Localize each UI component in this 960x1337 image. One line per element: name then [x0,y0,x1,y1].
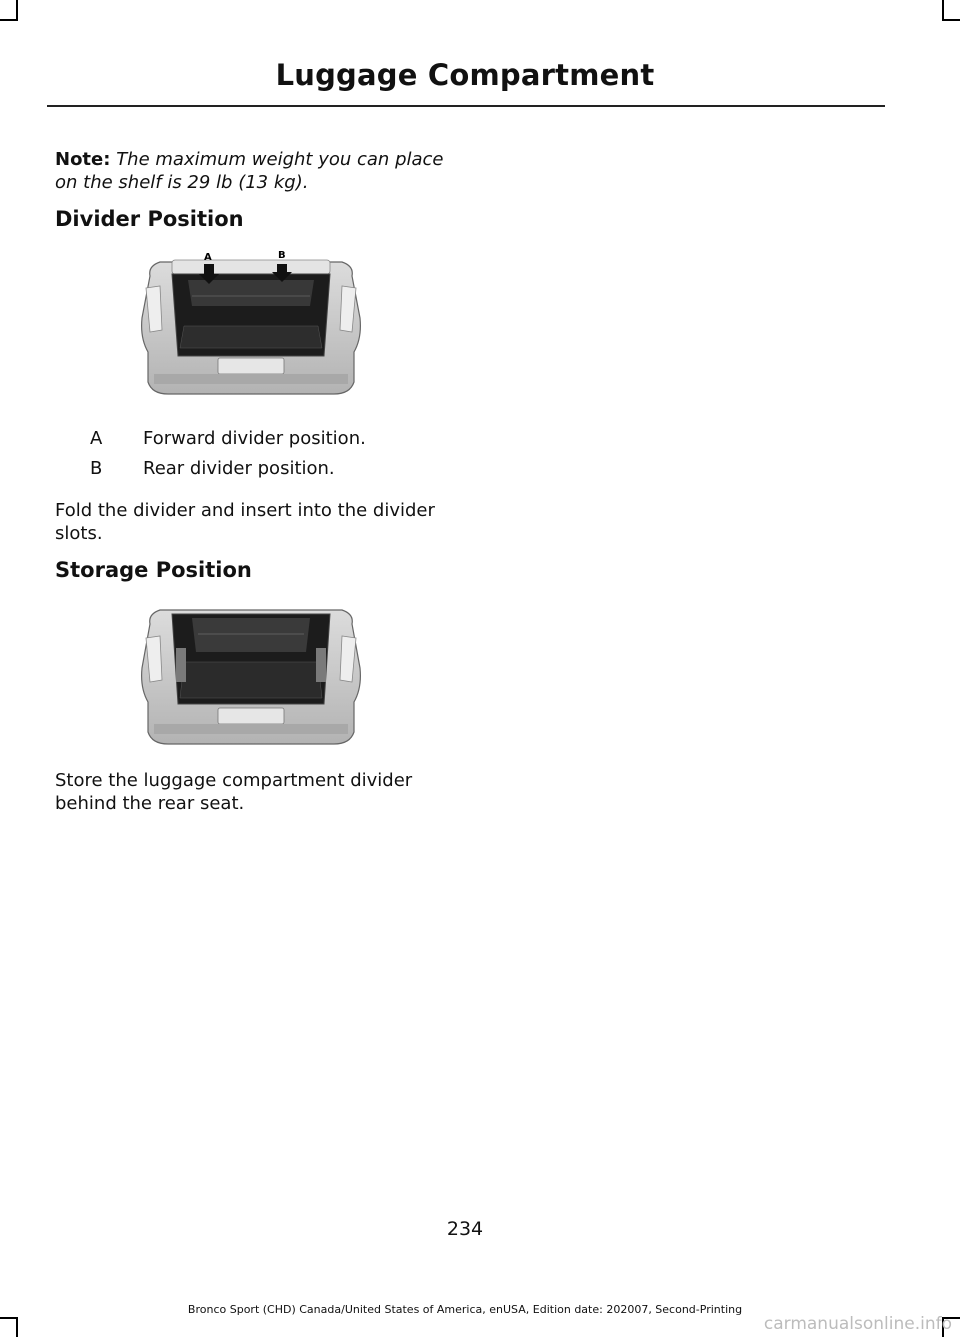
footer-text: Bronco Sport (CHD) Canada/United States of America, enUSA, Edition date: 202007, Second-Printing [187,1303,743,1316]
legend-text: Forward divider position. [143,428,366,449]
header-divider [47,105,885,107]
legend-key: A [90,428,103,449]
crop-mark [942,19,960,21]
divider-position-illustration [138,248,364,396]
legend-key: B [90,458,103,479]
crop-mark [16,1317,18,1337]
crop-mark [942,0,944,20]
storage-position-heading: Storage Position [55,558,252,582]
crop-mark [0,19,18,21]
figure-callout-b: B [278,250,286,261]
note-text: The maximum weight you can place on the shelf is 29 lb (13 kg). [55,149,444,193]
note-paragraph [55,148,455,194]
storage-instruction: Store the luggage compartment divider behind the rear seat. [55,770,413,814]
page-title: Luggage Compartment [275,58,655,92]
watermark: carmanualsonline.info [763,1314,952,1334]
storage-position-illustration [138,604,364,748]
divider-position-heading: Divider Position [55,207,244,231]
page-number: 234 [446,1218,484,1240]
divider-instruction: Fold the divider and insert into the divider slots. [55,500,435,544]
crop-mark [16,0,18,20]
crop-mark [0,1317,18,1319]
legend-text: Rear divider position. [143,458,335,479]
note-label: Note: [55,149,111,170]
figure-callout-a: A [204,252,212,263]
